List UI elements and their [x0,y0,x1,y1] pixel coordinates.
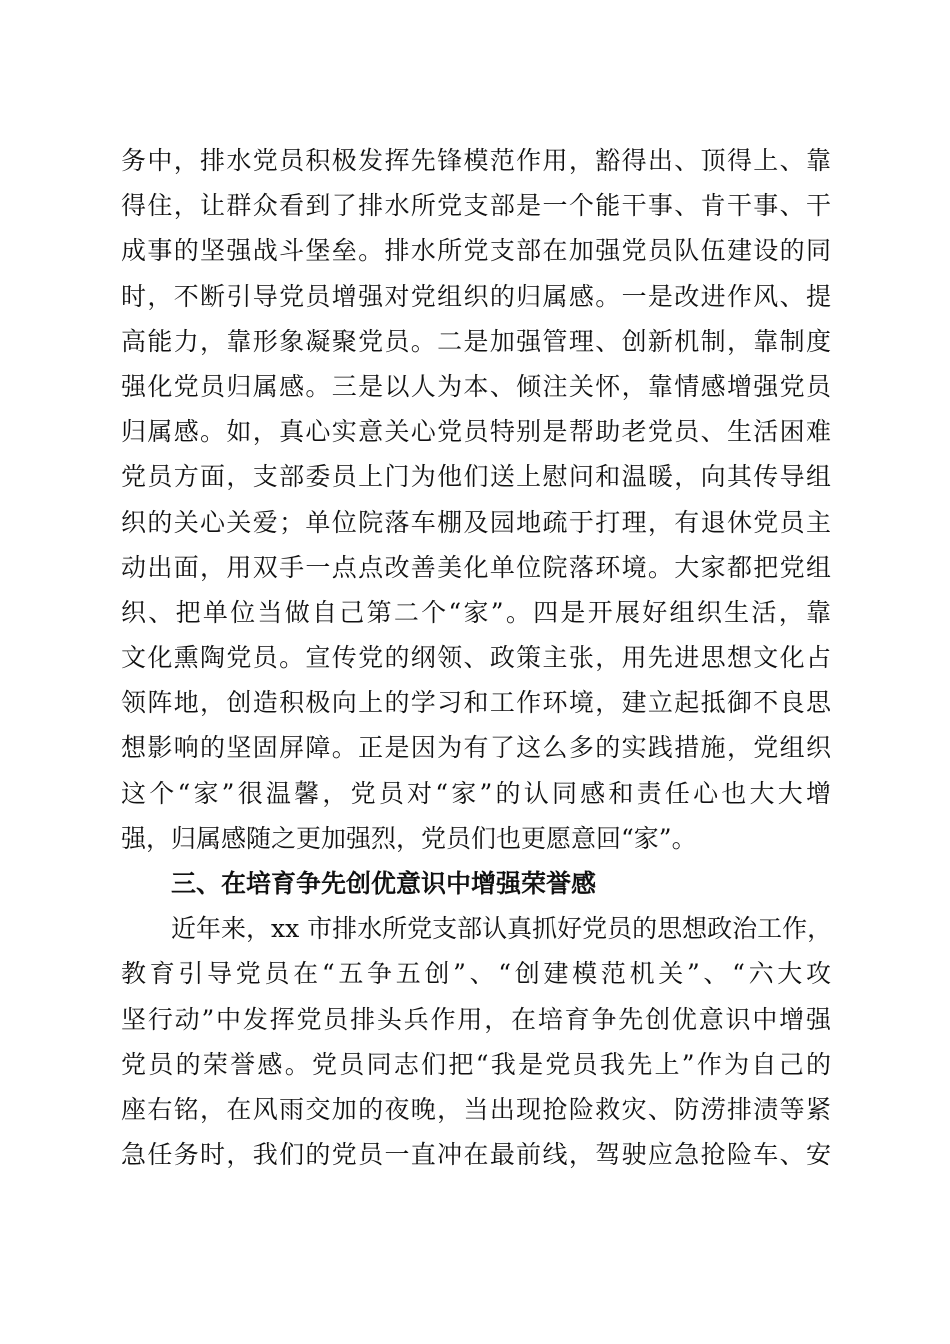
text-line: 坚行动”中发挥党员排头兵作用，在培育争先创优意识中增强 [121,1004,831,1034]
text-line: 党员的荣誉感。党员同志们把“我是党员我先上”作为自己的 [121,1049,831,1079]
text-line: 党员方面，支部委员上门为他们送上慰问和温暖，向其传导组 [121,462,831,492]
text-line: 近年来，xx 市排水所党支部认真抓好党员的思想政治工作， [171,914,833,944]
text-line: 座右铭，在风雨交加的夜晚，当出现抢险救灾、防涝排渍等紧 [121,1094,831,1124]
section-heading: 三、在培育争先创优意识中增强荣誉感 [171,869,597,898]
text-line: 织的关心关爱；单位院落车棚及园地疏于打理，有退休党员主 [121,507,831,537]
text-line: 成事的坚强战斗堡垒。排水所党支部在加强党员队伍建设的同 [121,236,831,266]
paragraph-belonging [121,138,831,861]
text-line: 这个“家”很温馨，党员对“家”的认同感和责任心也大大增 [121,778,831,808]
text-line: 领阵地，创造积极向上的学习和工作环境，建立起抵御不良思 [121,688,831,718]
text-line: 急任务时，我们的党员一直冲在最前线，驾驶应急抢险车、安 [121,1140,831,1170]
text-line: 想影响的坚固屏障。正是因为有了这么多的实践措施，党组织 [121,733,831,763]
paragraph-honor [121,906,831,1177]
text-line: 动出面，用双手一点点改善美化单位院落环境。大家都把党组 [121,552,831,582]
text-line: 得住，让群众看到了排水所党支部是一个能干事、肯干事、干 [121,191,831,221]
text-line: 高能力，靠形象凝聚党员。二是加强管理、创新机制，靠制度 [121,326,831,356]
text-line: 织、把单位当做自己第二个“家”。四是开展好组织生活，靠 [121,597,831,627]
text-line: 务中，排水党员积极发挥先锋模范作用，豁得出、顶得上、靠 [121,146,831,175]
text-line: 教育引导党员在“五争五创”、“创建模范机关”、“六大攻 [121,959,831,989]
text-line: 强，归属感随之更加强烈，党员们也更愿意回“家”。 [121,823,697,853]
text-line: 强化党员归属感。三是以人为本、倾注关怀，靠情感增强党员 [121,371,831,401]
document-body [121,138,831,1177]
text-line: 归属感。如，真心实意关心党员特别是帮助老党员、生活困难 [121,417,831,447]
text-line: 时，不断引导党员增强对党组织的归属感。一是改进作风、提 [121,281,831,311]
text-line: 文化熏陶党员。宣传党的纲领、政策主张，用先进思想文化占 [121,643,831,673]
